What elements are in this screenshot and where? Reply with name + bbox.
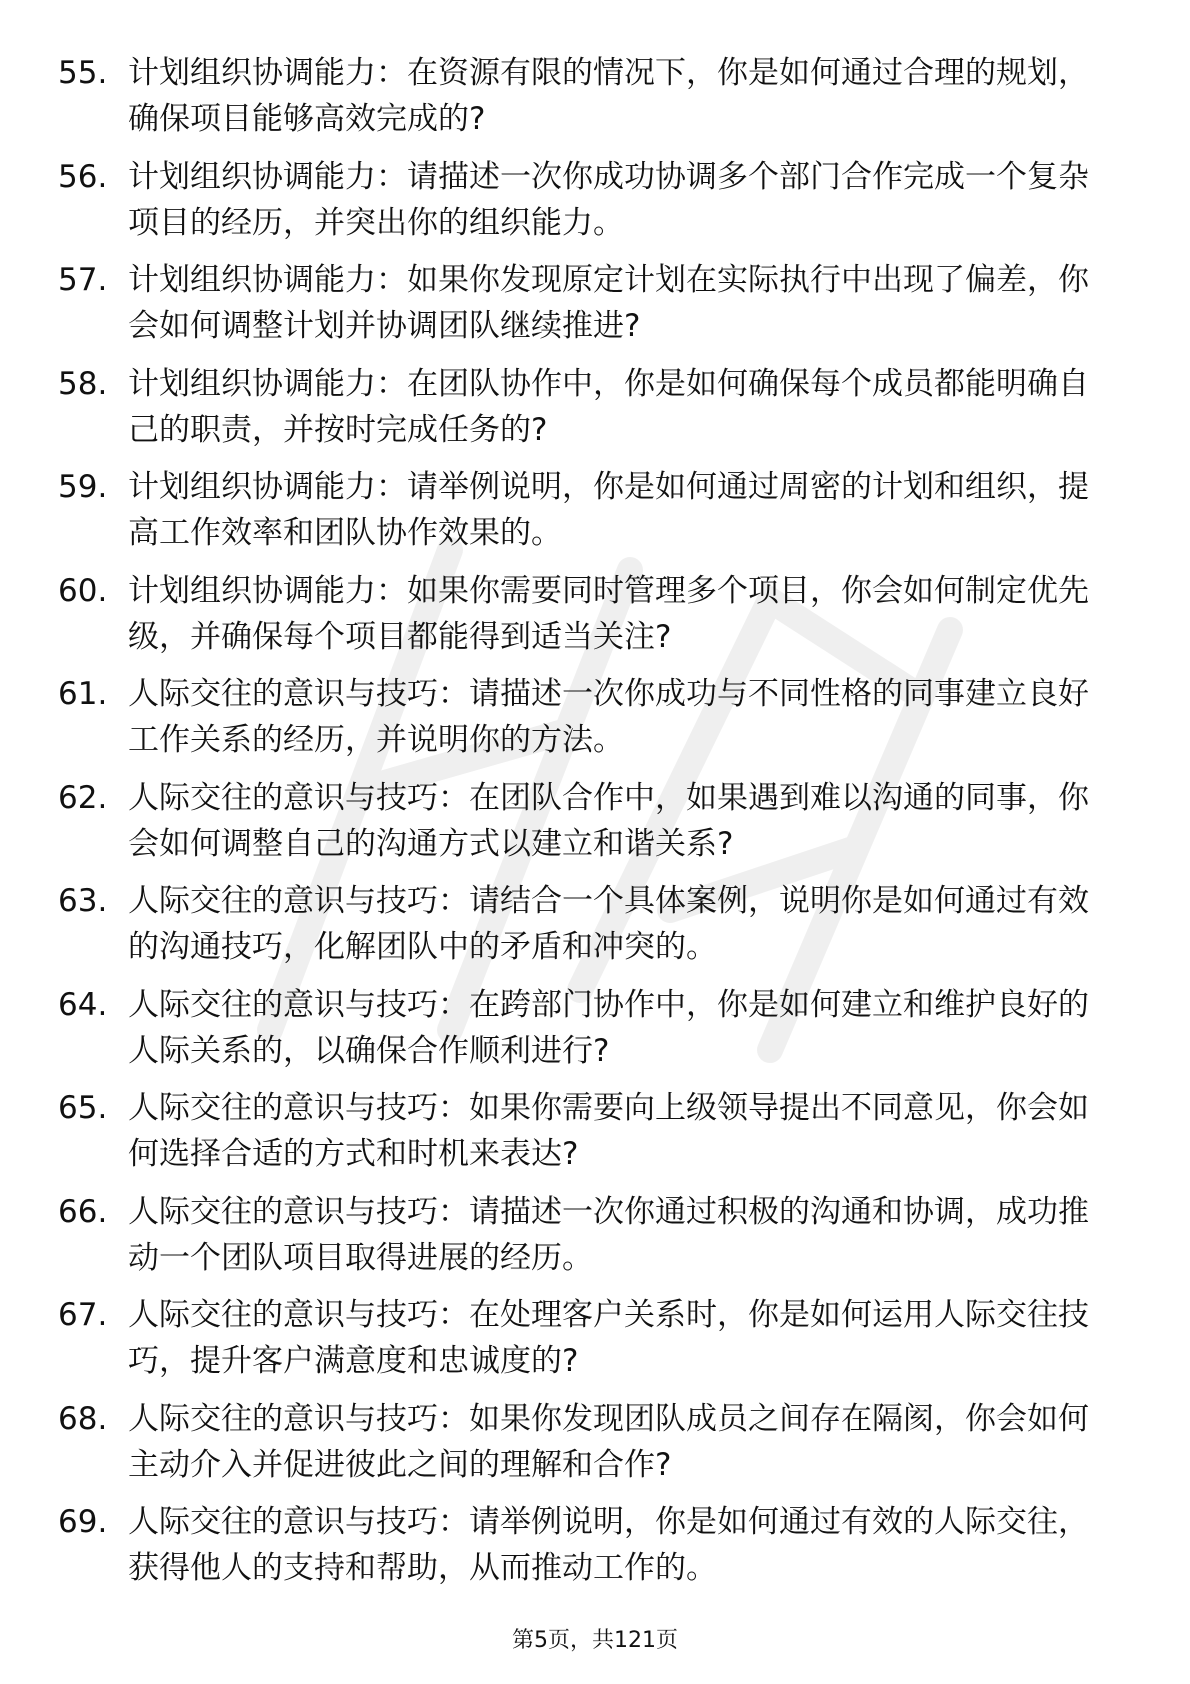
question-item (58, 1499, 1108, 1603)
question-number: 61. (58, 676, 108, 712)
question-item (58, 1085, 1108, 1189)
question-item (58, 1189, 1108, 1293)
question-item (58, 1396, 1108, 1500)
question-item (58, 361, 1108, 465)
question-text: 人际交往的意识与技巧：如果你发现团队成员之间存在隔阂，你会如何主动介入并促进彼此之间的理解和合作? (128, 1400, 1089, 1483)
question-item (58, 568, 1108, 672)
question-number: 60. (58, 572, 108, 609)
question-text: 计划组织协调能力：在资源有限的情况下，你是如何通过合理的规划，确保项目能够高效完成的? (128, 55, 1089, 137)
question-text: 人际交往的意识与技巧：在处理客户关系时，你是如何运用人际交往技巧，提升客户满意度和忠诚度的? (128, 1297, 1089, 1379)
question-text: 计划组织协调能力：如果你发现原定计划在实际执行中出现了偏差，你会如何调整计划并协调团队继续推进? (128, 262, 1089, 344)
question-number: 59. (58, 469, 108, 505)
question-text: 计划组织协调能力：在团队协作中，你是如何确保每个成员都能明确自己的职责，并按时完成任务的? (128, 365, 1089, 448)
question-item (58, 257, 1108, 361)
question-text: 计划组织协调能力：请描述一次你成功协调多个部门合作完成一个复杂项目的经历，并突出你的组织能力。 (128, 158, 1089, 241)
question-text: 计划组织协调能力：请举例说明，你是如何通过周密的计划和组织，提高工作效率和团队协作效果的。 (128, 469, 1089, 551)
question-item (58, 154, 1108, 258)
question-list (58, 50, 1108, 1603)
question-number: 67. (58, 1297, 108, 1333)
question-item (58, 464, 1108, 568)
question-text: 人际交往的意识与技巧：请描述一次你成功与不同性格的同事建立良好工作关系的经历，并说明你的方法。 (128, 676, 1089, 758)
question-text: 人际交往的意识与技巧：请举例说明，你是如何通过有效的人际交往，获得他人的支持和帮助，从而推动工作的。 (128, 1504, 1089, 1586)
question-number: 58. (58, 365, 108, 402)
question-number: 62. (58, 779, 108, 816)
question-item (58, 775, 1108, 879)
question-number: 56. (58, 158, 108, 195)
question-number: 69. (58, 1504, 108, 1540)
question-number: 57. (58, 262, 108, 298)
question-item (58, 982, 1108, 1086)
question-text: 人际交往的意识与技巧：在团队合作中，如果遇到难以沟通的同事，你会如何调整自己的沟通方式以建立和谐关系? (128, 779, 1089, 862)
question-text: 人际交往的意识与技巧：在跨部门协作中，你是如何建立和维护良好的人际关系的，以确保合作顺利进行? (128, 986, 1089, 1069)
question-text: 计划组织协调能力：如果你需要同时管理多个项目，你会如何制定优先级，并确保每个项目都能得到适当关注? (128, 572, 1089, 655)
page-footer: 第5页，共121页 (512, 1628, 678, 1653)
question-item (58, 50, 1108, 154)
question-item (58, 878, 1108, 982)
question-text: 人际交往的意识与技巧：如果你需要向上级领导提出不同意见，你会如何选择合适的方式和时机来表达? (128, 1090, 1089, 1172)
question-number: 64. (58, 986, 108, 1023)
question-item (58, 671, 1108, 775)
question-number: 68. (58, 1400, 108, 1437)
question-number: 63. (58, 883, 108, 919)
question-number: 65. (58, 1090, 108, 1126)
question-text: 人际交往的意识与技巧：请描述一次你通过积极的沟通和协调，成功推动一个团队项目取得进展的经历。 (128, 1193, 1089, 1276)
question-text: 人际交往的意识与技巧：请结合一个具体案例，说明你是如何通过有效的沟通技巧，化解团队中的矛盾和冲突的。 (128, 883, 1089, 965)
question-item (58, 1292, 1108, 1396)
question-number: 66. (58, 1193, 108, 1230)
question-number: 55. (58, 55, 108, 91)
